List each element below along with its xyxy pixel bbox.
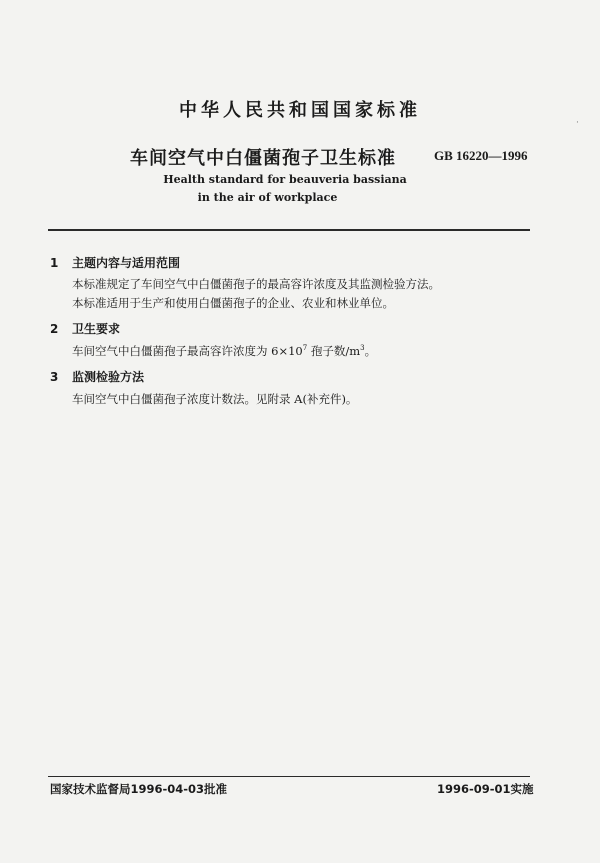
section-1-heading	[50, 254, 180, 271]
standard-title: 车间空气中白僵菌孢子卫生标准	[130, 148, 396, 169]
footer-divider	[48, 776, 530, 777]
approval-date: 国家技术监督局1996-04-03批准	[50, 782, 228, 796]
section-3-paragraph: 车间空气中白僵菌孢子浓度计数法。见附录 A(补充件)。	[72, 392, 358, 406]
english-title-line2: in the air of workplace	[197, 191, 338, 204]
section-1-paragraph-1: 本标准规定了车间空气中白僵菌孢子的最高容许浓度及其监测检验方法。	[72, 277, 440, 291]
section-title: 监测检验方法	[72, 370, 145, 384]
section-number: 3	[50, 370, 59, 384]
section-1-paragraph-2: 本标准适用于生产和使用白僵菌孢子的企业、农业和林业单位。	[72, 296, 394, 310]
section-number: 2	[50, 322, 59, 336]
margin-mark: ·	[576, 118, 579, 128]
section-2-heading	[50, 320, 120, 337]
section-3-heading	[50, 368, 144, 385]
section-title: 主题内容与适用范围	[72, 256, 181, 270]
section-title: 卫生要求	[72, 322, 121, 336]
section-2-paragraph: 车间空气中白僵菌孢子最高容许浓度为 $6\times 10^7$ 孢子数$/m^3$。	[72, 344, 377, 358]
national-standard-title: 中华人民共和国国家标准	[179, 100, 421, 121]
section-number: 1	[50, 256, 59, 270]
effective-date: 1996-09-01实施	[437, 782, 534, 796]
standard-code: GB 16220—1996	[434, 148, 528, 163]
header-divider	[48, 229, 530, 231]
english-title-line1: Health standard for beauveria bassiana	[163, 173, 407, 186]
